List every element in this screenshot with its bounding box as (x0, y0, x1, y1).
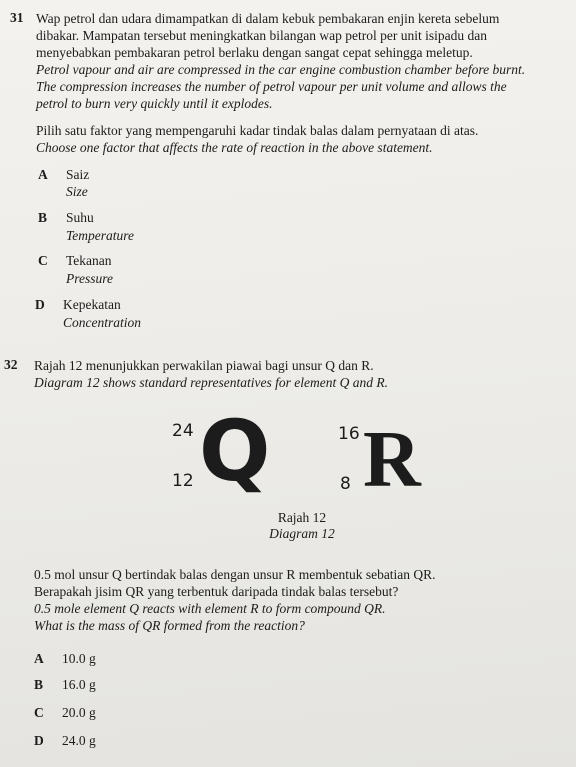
stem-ms-line: menyebabkan pembakaran petrol berlaku dengan sangat cepat sehingga meletup. (36, 45, 473, 60)
option-text-ms: Saiz (66, 167, 90, 182)
question-32-body (34, 566, 564, 634)
option-letter: B (34, 677, 44, 692)
caption-en: Diagram 12 (269, 526, 335, 541)
option-text-en: Size (66, 184, 88, 199)
r-symbol: R (363, 416, 421, 504)
stem-ms-line: dibakar. Mampatan tersebut meningkatkan bilangan wap petrol per unit isipadu dan (36, 28, 487, 43)
prompt-ms: Pilih satu faktor yang mempengaruhi kadar tindak balas dalam pernyataan di atas. (36, 123, 479, 138)
stem-ms-line: Wap petrol dan udara dimampatkan di dalam kebuk pembakaran enjin kereta sebelum (36, 11, 500, 26)
option-text: 16.0 g (62, 677, 96, 692)
option-text-en: Pressure (66, 271, 113, 286)
diagram-caption (222, 510, 382, 542)
option-text-en: Concentration (63, 315, 141, 330)
r-mass-number: 16 (338, 424, 360, 444)
r-proton-number: 8 (340, 474, 351, 494)
q-symbol: Q (199, 402, 271, 500)
option-letter: D (34, 733, 44, 748)
caption-ms: Rajah 12 (277, 510, 327, 525)
stem-en-line: The compression increases the number of petrol vapour per unit volume and allows the (36, 79, 507, 94)
option-text-ms: Suhu (66, 210, 94, 225)
option-text-en: Temperature (66, 228, 135, 243)
question-31-prompt (36, 122, 566, 156)
intro-en: Diagram 12 shows standard representatives for element Q and R. (34, 375, 388, 390)
stem-en-line: Petrol vapour and air are compressed in the car engine combustion chamber before burnt. (36, 62, 526, 77)
option-letter: A (34, 651, 44, 666)
option-letter: C (34, 705, 44, 720)
body-ms-line: 0.5 mol unsur Q bertindak balas dengan unsur R membentuk sebatian QR. (34, 567, 436, 582)
option-text-ms: Kepekatan (63, 297, 121, 312)
stem-en-line: petrol to burn very quickly until it explodes. (36, 96, 273, 111)
intro-ms: Rajah 12 menunjukkan perwakilan piawai bagi unsur Q dan R. (34, 358, 374, 373)
body-ms-line: Berapakah jisim QR yang terbentuk daripada tindak balas tersebut? (34, 584, 399, 599)
option-text: 24.0 g (62, 733, 96, 748)
question-32-intro (34, 357, 564, 391)
body-en-line: What is the mass of QR formed from the reaction? (34, 618, 305, 633)
q-proton-number: 12 (172, 471, 194, 491)
option-letter: A (38, 167, 48, 182)
option-letter: B (38, 210, 48, 225)
q-mass-number: 24 (172, 421, 194, 441)
option-letter: D (35, 297, 45, 312)
body-en-line: 0.5 mole element Q reacts with element R to form compound QR. (34, 601, 386, 616)
option-text: 10.0 g (62, 651, 96, 666)
option-letter: C (38, 253, 48, 268)
question-32-number: 32 (4, 357, 18, 372)
option-text-ms: Tekanan (66, 253, 112, 268)
question-31-number: 31 (10, 10, 24, 25)
question-31-stem (36, 10, 566, 112)
option-text: 20.0 g (62, 705, 96, 720)
prompt-en: Choose one factor that affects the rate of reaction in the above statement. (36, 140, 433, 155)
